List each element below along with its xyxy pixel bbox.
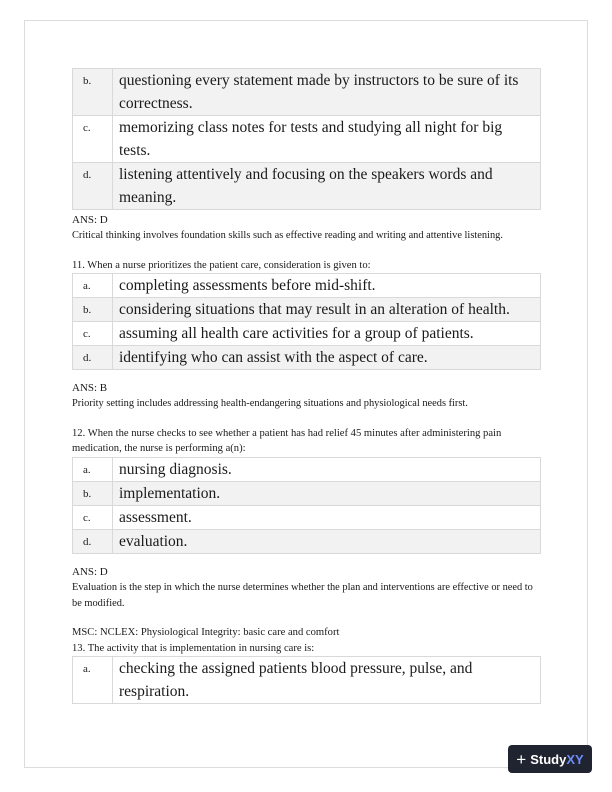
option-row bbox=[73, 657, 541, 704]
option-row bbox=[73, 481, 541, 505]
q11-answer: ANS: B bbox=[72, 382, 108, 395]
q10-answer: ANS: D bbox=[72, 214, 108, 226]
option-text: implementation. bbox=[113, 481, 541, 505]
q11-options-table bbox=[72, 273, 541, 370]
option-row bbox=[73, 298, 541, 322]
option-letter: c. bbox=[73, 505, 113, 529]
option-text: considering situations that may result in an alteration of health. bbox=[113, 298, 541, 322]
q10-options-table bbox=[72, 68, 541, 210]
q12-answer: ANS: D bbox=[72, 565, 108, 578]
q12-question: 12. When the nurse checks to see whether a patient has had relief 45 minutes after administering pain medication, the nurse is performing a(n): bbox=[72, 427, 502, 455]
option-text: assessment. bbox=[113, 505, 541, 529]
q12-options-table bbox=[72, 457, 541, 554]
q10-explanation: Critical thinking involves foundation skills such as effective reading and writing and attentive listening. bbox=[72, 230, 503, 241]
option-row bbox=[73, 346, 541, 370]
option-letter: d. bbox=[73, 163, 113, 210]
option-row bbox=[73, 322, 541, 346]
option-text: memorizing class notes for tests and studying all night for big tests. bbox=[113, 116, 541, 163]
option-row bbox=[73, 529, 541, 553]
option-text: questioning every statement made by instructors to be sure of its correctness. bbox=[113, 69, 541, 116]
option-letter: d. bbox=[73, 346, 113, 370]
plus-icon: + bbox=[516, 749, 527, 769]
option-row bbox=[73, 69, 541, 116]
option-letter: b. bbox=[73, 481, 113, 505]
option-letter: c. bbox=[73, 116, 113, 163]
q11-explanation: Priority setting includes addressing health-endangering situations and physiological needs first. bbox=[72, 398, 468, 410]
option-letter: a. bbox=[73, 657, 113, 704]
option-row bbox=[73, 457, 541, 481]
q12-explanation: Evaluation is the step in which the nurse determines whether the plan and interventions are effective or need to be modified. bbox=[72, 581, 533, 609]
q11-question: 11. When a nurse prioritizes the patient care, consideration is given to: bbox=[72, 259, 371, 271]
brand-accent: XY bbox=[566, 751, 584, 767]
q13-options-table bbox=[72, 656, 541, 704]
option-text: assuming all health care activities for a group of patients. bbox=[113, 322, 541, 346]
option-letter: d. bbox=[73, 529, 113, 553]
option-row bbox=[73, 274, 541, 298]
option-text: completing assessments before mid-shift. bbox=[113, 274, 541, 298]
option-letter: b. bbox=[73, 69, 113, 116]
option-text: checking the assigned patients blood pressure, pulse, and respiration. bbox=[113, 657, 541, 704]
brand-main: Study bbox=[530, 751, 567, 767]
option-text: identifying who can assist with the aspect of care. bbox=[113, 346, 541, 370]
option-letter: c. bbox=[73, 322, 113, 346]
q13-question: 13. The activity that is implementation in nursing care is: bbox=[72, 642, 315, 654]
option-letter: a. bbox=[73, 457, 113, 481]
option-row bbox=[73, 163, 541, 210]
document-content bbox=[72, 68, 542, 704]
q12-msc: MSC: NCLEX: Physiological Integrity: basic care and comfort bbox=[72, 627, 340, 639]
option-letter: b. bbox=[73, 298, 113, 322]
option-row bbox=[73, 505, 541, 529]
option-text: evaluation. bbox=[113, 529, 541, 553]
option-letter: a. bbox=[73, 274, 113, 298]
option-text: listening attentively and focusing on the speakers words and meaning. bbox=[113, 163, 541, 210]
option-row bbox=[73, 116, 541, 163]
option-text: nursing diagnosis. bbox=[113, 457, 541, 481]
studyxy-badge[interactable] bbox=[508, 745, 592, 773]
